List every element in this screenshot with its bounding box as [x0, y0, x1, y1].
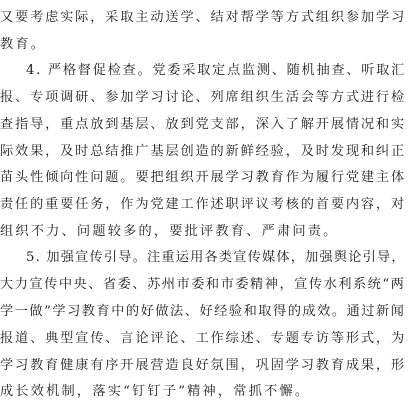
paragraph-5-heading-line: 5. 加强宣传引导。注重运用各类宣传媒体，加强舆论引导，: [26, 250, 406, 265]
text-line-8: 责任的重要任务，作为党建工作述职评议考核的首要内容，对: [0, 197, 407, 212]
text-line-12: 学一做”学习教育中的好做法、好经验和取得的成效。通过新闻: [0, 304, 406, 319]
text-line-9: 组织不力、问题较多的，要批评教育、严肃问责。: [0, 224, 339, 239]
text-line-14: 学习教育健康有序开展营造良好氛围，巩固学习教育成果，形: [0, 358, 407, 373]
text-line-2: 教育。: [0, 37, 47, 52]
text-line-13: 报道、典型宣传、言论评论、工作综述、专题专访等形式，为: [0, 331, 407, 346]
text-line-11: 大力宣传中央、省委、苏州市委和市委精神，宣传水利系统“两: [0, 277, 406, 292]
text-line-1: 又要考虑实际，采取主动送学、结对帮学等方式组织参加学习: [0, 10, 407, 25]
text-line-6: 际效果，及时总结推广基层创造的新鲜经验，及时发现和纠正: [0, 144, 407, 159]
text-line-5: 查指导，重点放到基层、放到党支部，深入了解开展情况和实: [0, 117, 407, 132]
text-line-7: 苗头性倾向性问题。要把组织开展学习教育作为履行党建主体: [0, 170, 407, 185]
paragraph-4-heading-line: 4. 严格督促检查。党委采取定点监测、随机抽查、听取汇: [26, 63, 406, 78]
text-line-15: 成长效机制，落实“钉钉子”精神，常抓不懈。: [0, 384, 311, 399]
text-line-4: 报、专项调研、参加学习讨论、列席组织生活会等方式进行检: [0, 90, 407, 105]
